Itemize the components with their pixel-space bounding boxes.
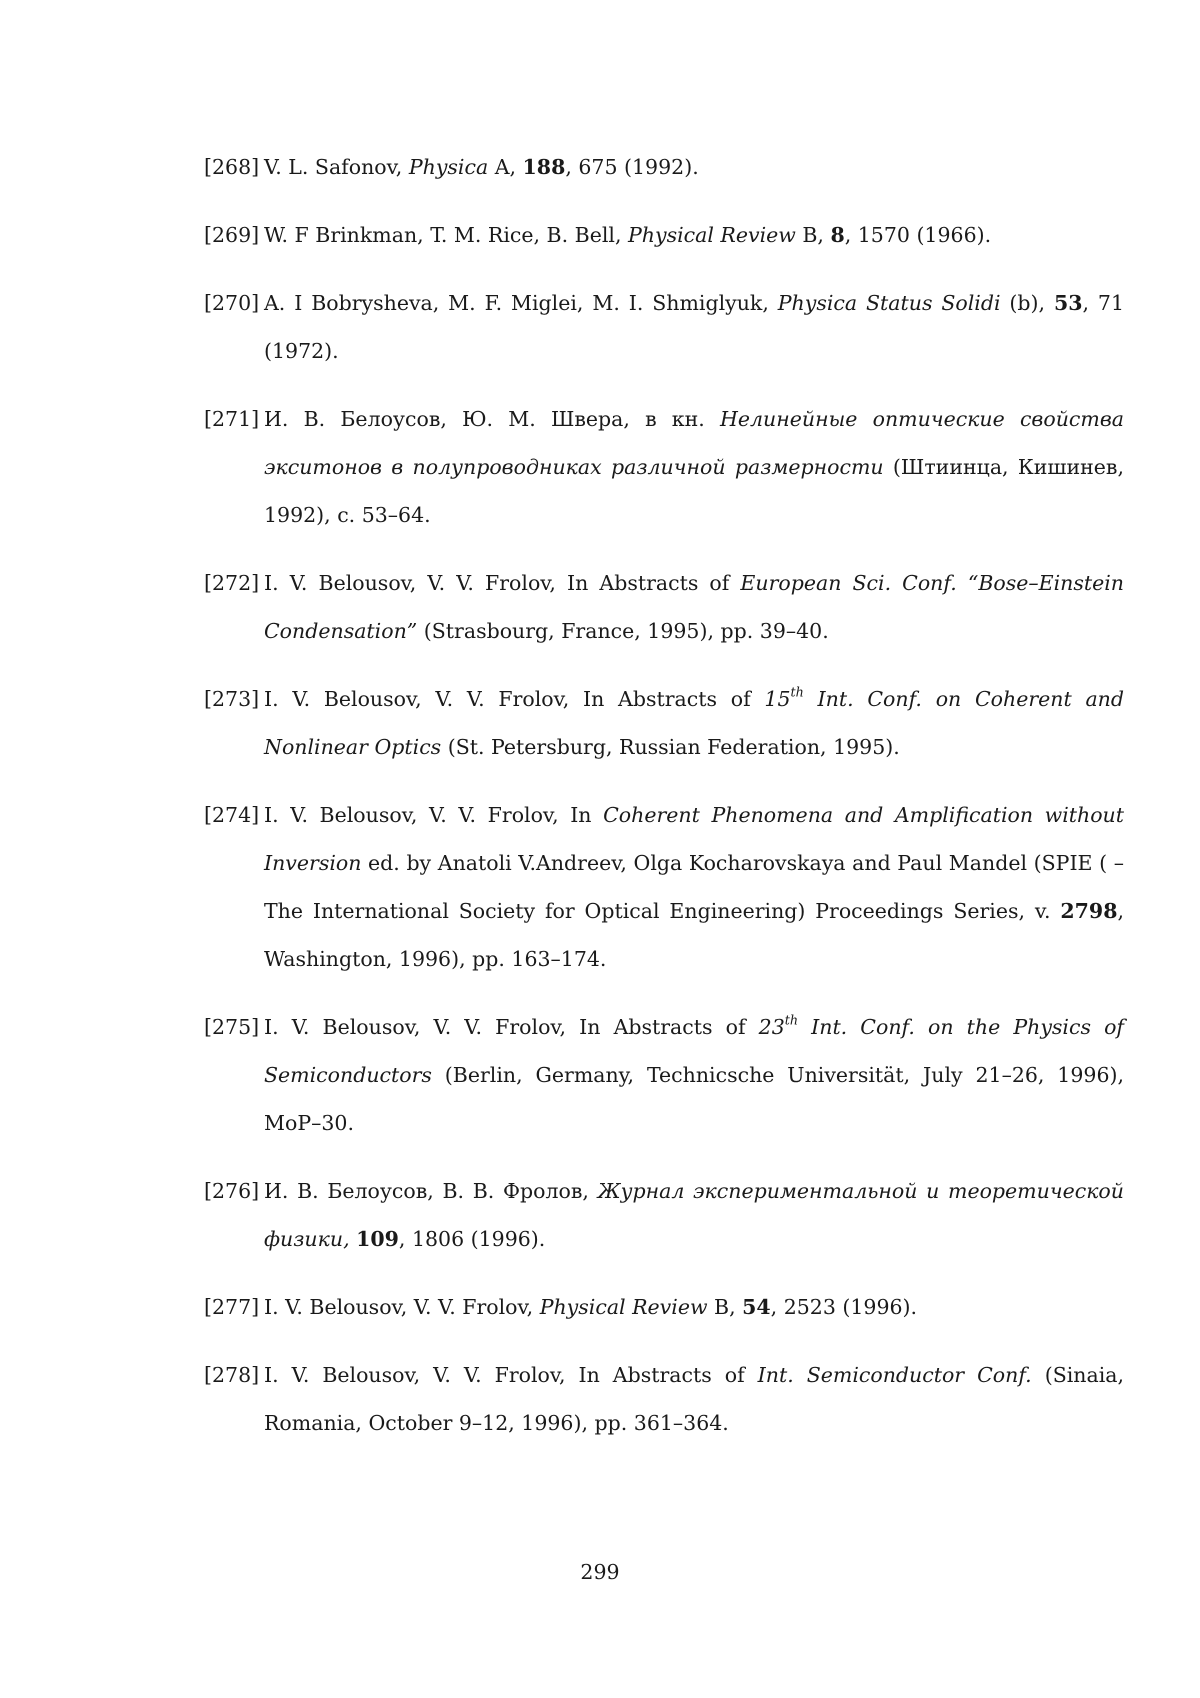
reference-number: [275] (204, 1015, 260, 1039)
volume-number: 188 (522, 155, 566, 179)
plain-text: (St. Petersburg, Russian Federation, 1995). (441, 735, 900, 759)
italic-text: Physica Status Solidi (777, 291, 1001, 315)
italic-text: Physical Review (539, 1295, 708, 1319)
reference-number: [278] (204, 1363, 260, 1387)
plain-text: I. V. Belousov, V. V. Frolov, In Abstracts of (264, 1363, 758, 1387)
superscript-text: th (790, 684, 804, 700)
plain-text: , 1570 (1966). (844, 223, 992, 247)
reference-entry (204, 1283, 1124, 1331)
reference-number: [270] (204, 291, 260, 315)
reference-text (264, 1167, 1124, 1263)
plain-text: , 675 (1992). (565, 155, 699, 179)
plain-text: I. V. Belousov, V. V. Frolov, In Abstracts of (264, 571, 741, 595)
plain-text: И. В. Белоусов, В. В. Фролов, (264, 1179, 598, 1203)
plain-text: A. I Bobrysheva, M. F. Miglei, M. I. Shmiglyuk, (264, 291, 778, 315)
reference-number: [274] (204, 803, 260, 827)
plain-text: (Штиинца, Кишинев, 1992), с. 53–64. (264, 455, 1124, 527)
reference-list (204, 143, 1124, 1467)
volume-number: 2798 (1060, 899, 1118, 923)
italic-text: Журнал экспериментальной и теоретической физики, (264, 1179, 1124, 1251)
reference-entry (204, 675, 1124, 771)
superscript-text: th (784, 1012, 799, 1028)
reference-entry (204, 211, 1124, 259)
reference-entry (204, 395, 1124, 539)
reference-number: [273] (204, 687, 260, 711)
reference-number: [277] (204, 1295, 260, 1319)
volume-number: 109 (356, 1227, 399, 1251)
plain-text: (Berlin, Germany, Technicsche Universität, July 21–26, 1996), MoP–30. (264, 1063, 1124, 1135)
reference-text (264, 791, 1124, 983)
reference-text (264, 559, 1124, 655)
page-number: 299 (580, 1560, 620, 1584)
reference-number: [271] (204, 407, 260, 431)
reference-number: [276] (204, 1179, 260, 1203)
reference-text (264, 1283, 1124, 1331)
plain-text: I. V. Belousov, V. V. Frolov, In (264, 803, 604, 827)
volume-number: 54 (742, 1295, 771, 1319)
plain-text: I. V. Belousov, V. V. Frolov, In Abstracts of (264, 1015, 759, 1039)
reference-entry (204, 559, 1124, 655)
reference-number: [268] (204, 155, 260, 179)
plain-text: (Strasbourg, France, 1995), pp. 39–40. (417, 619, 829, 643)
plain-text: И. В. Белоусов, Ю. М. Швера, в кн. (264, 407, 720, 431)
plain-text: V. L. Safonov, (264, 155, 409, 179)
italic-text: Physical Review (628, 223, 796, 247)
italic-text: Int. Conf. on the Physics of Semiconductors (264, 1015, 1125, 1087)
italic-text: Int. Semiconductor Conf. (757, 1363, 1032, 1387)
plain-text: B, (707, 1295, 743, 1319)
plain-text: I. V. Belousov, V. V. Frolov, (264, 1295, 540, 1319)
reference-text (264, 1351, 1124, 1447)
reference-entry (204, 1003, 1124, 1147)
reference-entry (204, 1167, 1124, 1263)
reference-entry (204, 143, 1124, 191)
reference-entry (204, 791, 1124, 983)
plain-text: , 2523 (1996). (770, 1295, 918, 1319)
plain-text: , 1806 (1996). (398, 1227, 546, 1251)
reference-entry (204, 279, 1124, 375)
plain-text: , 71 (1972). (264, 291, 1124, 363)
reference-entry (204, 1351, 1124, 1447)
italic-text: Physica (408, 155, 489, 179)
reference-number: [272] (204, 571, 260, 595)
reference-text (264, 211, 1124, 259)
plain-text: I. V. Belousov, V. V. Frolov, In Abstracts of (264, 687, 765, 711)
reference-text (264, 143, 1124, 191)
italic-text: Int. Conf. on Coherent and Nonlinear Optics (264, 687, 1124, 759)
plain-text: B, (795, 223, 831, 247)
volume-number: 8 (830, 223, 845, 247)
plain-text: W. F Brinkman, T. M. Rice, B. Bell, (264, 223, 628, 247)
reference-number: [269] (204, 223, 260, 247)
plain-text: , Washington, 1996), pp. 163–174. (264, 899, 1124, 971)
volume-number: 53 (1053, 291, 1083, 315)
italic-text: Нелинейные оптические свойства экситонов в полупроводниках различной размерности (264, 407, 1124, 479)
plain-text: A, (488, 155, 523, 179)
italic-text: 15 (764, 687, 791, 711)
italic-text: European Sci. Conf. “Bose–Einstein Condensation” (264, 571, 1124, 643)
plain-text: (b), (1000, 291, 1054, 315)
italic-text: 23 (758, 1015, 785, 1039)
reference-text (264, 395, 1124, 539)
reference-text (264, 279, 1124, 375)
plain-text: ed. by Anatoli V.Andreev, Olga Kocharovskaya and Paul Mandel (SPIE ( – The International Society for Optical Engineering) Proceedings Series, v. (264, 851, 1124, 923)
reference-text (264, 675, 1124, 771)
italic-text: Coherent Phenomena and Amplification without Inversion (264, 803, 1124, 875)
plain-text: (Sinaia, Romania, October 9–12, 1996), pp. 361–364. (264, 1363, 1125, 1435)
reference-text (264, 1003, 1124, 1147)
